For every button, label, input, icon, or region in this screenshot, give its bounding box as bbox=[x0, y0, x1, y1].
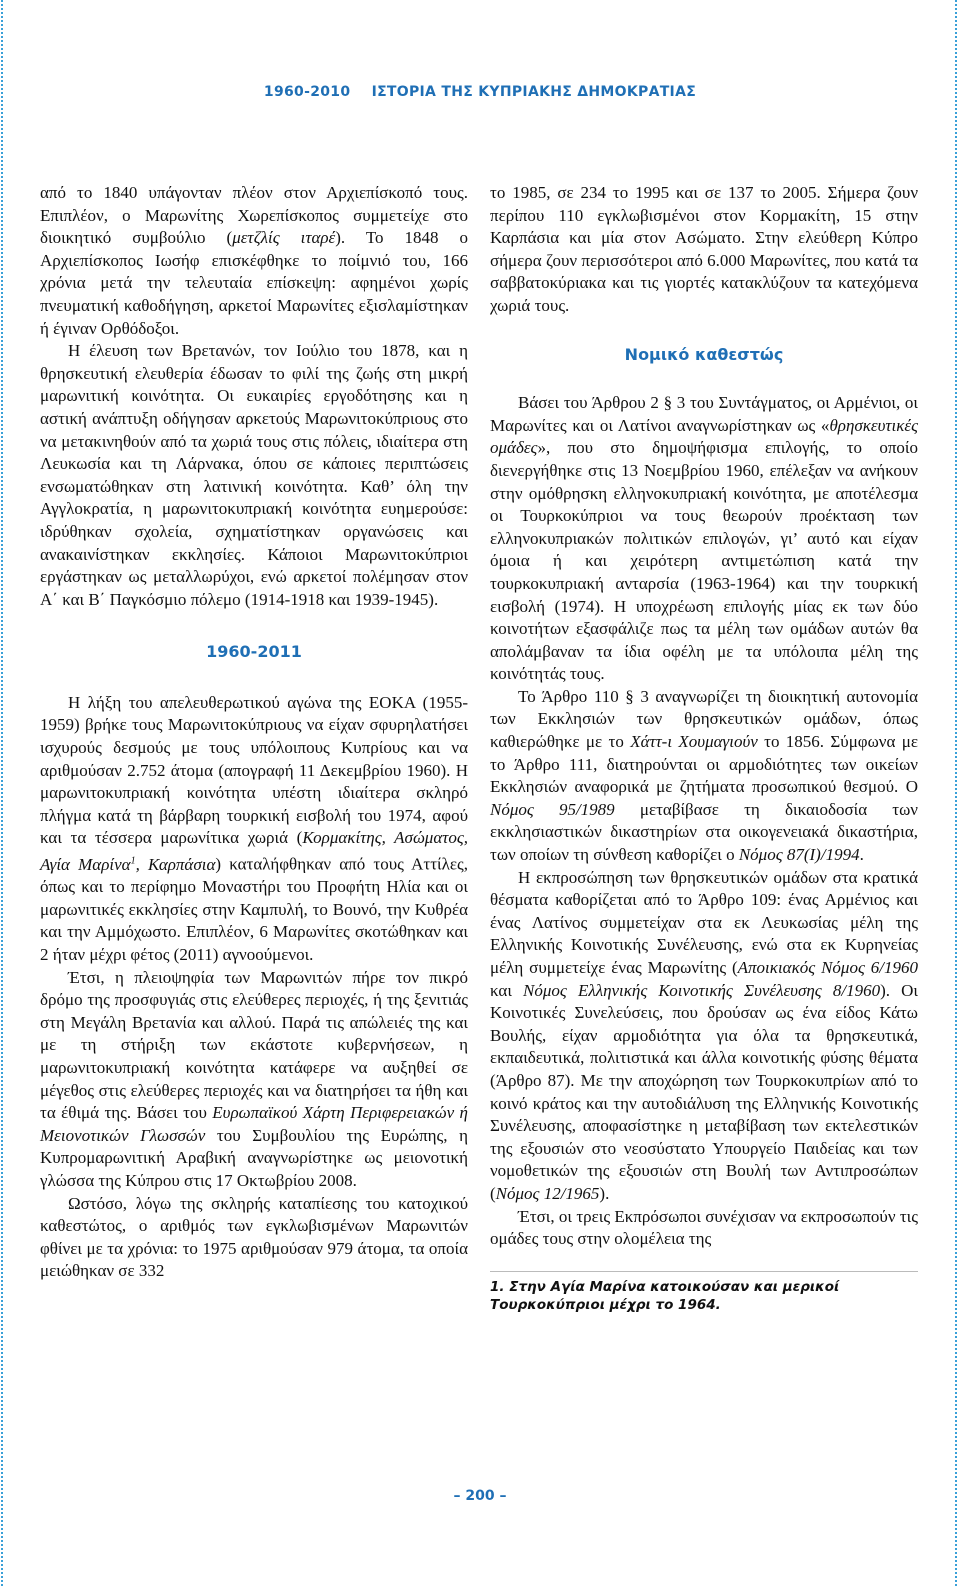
paragraph: Βάσει του Άρθρου 2 § 3 του Συντάγματος, οι Αρμένιοι, οι Μαρωνίτες και οι Λατίνοι αναγνωρίστηκαν ως «θρησκευτικές ομάδες», που στο δημοψήφισμα επιλογής, το οποίο διενεργήθηκε στις 13 Νοεμβρίου 1960, επέλεξαν να ανήκουν στην ομόθρησκη ελληνοκυπριακή κοινότητα, με αποτέλεσμα οι Τουρκοκύπριοι να τους θεωρούν προέκταση των ελληνοκυπριακών πολιτικών επιλογών, γι’ αυτό και είχαν όμοια ή και χειρότερη αντιμετώπιση κατά την τουρκοκυπριακή ανταρσία (1963-1964) και την τουρκική εισβολή (1974). Η υποχρέωση επιλογής μίας εκ των δύο κοινοτήτων εξασφάλιζε πως τα μέλη των ομάδων αυτών θα απολάμβαναν τα ίδια οφέλη με τα υπόλοιπα μέλη της κοινότητάς τους. bbox=[490, 393, 918, 684]
header-years: 1960-2010 bbox=[263, 84, 351, 100]
paragraph: Η λήξη του απελευθερωτικού αγώνα της ΕΟΚΑ (1955-1959) βρήκε τους Μαρωνιτοκύπριους να είχαν σφυρηλατήσει ισχυρούς δεσμούς με τους υπόλοιπους Κυπρίους και να αριθμούσαν 2.752 άτομα (απογραφή 11 Δεκεμβρίου 1960). Η μαρωνιτοκυπριακή κοινότητα υπέστη ιδιαίτερα σκληρό πλήγμα κατά τη βάρβαρη τουρκική εισβολή του 1974, αφού και τα τέσσερα μαρωνίτικα χωριά (Κορμακίτης, Ασώματος, Αγία Μαρίνα$^1$, Καρπάσια) καταλήφθηκαν από τους Αττίλες, όπως και το περίφημο Μοναστήρι του Προφήτη Ηλία και οι μαρωνιτικές εκκλησίες στην Καμπυλή, το Βουνό, την Κυθρέα και την Αμμόχωστο. Επιπλέον, 6 Μαρωνίτες σκοτώθηκαν και 2 ήταν μέχρι φέτος (2011) αγνοούμενοι. bbox=[40, 692, 468, 965]
paragraph: Η έλευση των Βρετανών, τον Ιούλιο του 1878, και η θρησκευτική ελευθερία έδωσαν το φιλί της ζωής στη μικρή μαρωνιτική κοινότητα. Οι ευκαιρίες εργοδότησης και η αστική ανάπτυξη οδήγησαν αρκετούς Μαρωνιτοκύπριους στο να μετακινηθούν από τα χωριά τους στις πόλεις, ιδιαίτερα στη Λευκωσία και τη Λάρνακα, όπου σε κάποιες περιπτώσεις ενσωματώθηκαν στη λατινική κοινότητα. Καθ’ όλη την Αγγλοκρατία, η μαρωνιτοκυπριακή κοινότητα ευημερούσε: ιδρύθηκαν σχολεία, σχηματίστηκαν οργανώσεις και ανακαινίστηκαν εκκλησίες. Κάποιοι Μαρωνιτοκύπριοι εργάστηκαν ως μεταλλωρύχοι, ενώ αρκετοί πολέμησαν στον Α΄ και Β΄ Παγκόσμιο πόλεμο (1914-1918 και 1939-1945). bbox=[40, 341, 468, 609]
footnote-divider bbox=[490, 1271, 918, 1314]
paragraph: Έτσι, οι τρεις Εκπρόσωποι συνέχισαν να εκπροσωπούν τις ομάδες τους στην ολομέλεια της bbox=[490, 1206, 918, 1249]
paragraph: Ωστόσο, λόγω της σκληρής καταπίεσης του κατοχικού καθεστώτος, ο αριθμός των εγκλωβισμένων Μαρωνιτών φθίνει με τα χρόνια: το 1975 αριθμούσαν 979 άτομα, τα οποία μειώθηκαν σε 332 bbox=[40, 1193, 468, 1281]
footnote-marker: 1 bbox=[130, 855, 136, 867]
footnote: 1. Στην Αγία Μαρίνα κατοικούσαν και μερικοί Τουρκοκύπριοι μέχρι το 1964. bbox=[490, 1278, 840, 1313]
page-number: – 200 – bbox=[453, 1488, 507, 1504]
left-dotted-border bbox=[1, 0, 3, 1586]
running-header bbox=[0, 84, 960, 100]
right-dotted-border bbox=[955, 0, 957, 1586]
paragraph: Η εκπροσώπηση των θρησκευτικών ομάδων στα κρατικά θέσματα καθορίζεται από το Άρθρο 109: ένας Αρμένιος και ένας Λατίνος συμμετείχαν στα εκ Λευκωσίας μέλη της Ελληνικής Κοινοτικής Συνέλευσης, ενώ στα εκ Κυρηνείας μέλη συμμετείχε ένας Μαρωνίτης (Αποικιακός Νόμος 6/1960 και Νόμος Ελληνικής Κοινοτικής Συνέλευσης 8/1960). Οι Κοινοτικές Συνελεύσεις, που δρούσαν ως ένα είδος Κάτω Βουλής, είχαν αρμοδιότητα για όλα τα θρησκευτικά, εκπαιδευτικά, πολιτιστικά και άλλα κοινοτικής φύσης θέματα (Άρθρο 87). Με την αποχώρηση των Τουρκοκυπρίων από το κοινό κράτος και την αυτοδιάλυση της Ελληνικής Κοινοτικής Συνέλευσης, αποφασίστηκε η μεταβίβαση των εκτελεστικών της εξουσιών στο νεοσύστατο Υπουργείο Παιδείας και των νομοθετικών της εξουσιών στη Βουλή των Αντιπροσώπων (Νόμος 12/1965). bbox=[490, 867, 918, 1203]
header-title: ΙΣΤΟΡΙΑ ΤΗΣ ΚΥΠΡΙΑΚΗΣ ΔΗΜΟΚΡΑΤΙΑΣ bbox=[371, 84, 697, 100]
paragraph: Έτσι, η πλειοψηφία των Μαρωνιτών πήρε τον πικρό δρόμο της προσφυγιάς στις ελεύθερες περιοχές, ή της ξενιτιάς στη Μεγάλη Βρετανία και αλλού. Παρά τις απώλειές της και με τη στήριξη των εκάστοτε κυβερνήσεων, η μαρωνιτοκυπριακή κοινότητα κατάφερε να αυξηθεί σε μέγεθος στις ελεύθερες περιοχές και να διατηρήσει τα ήθη και τα έθιμά της. Βάσει του Ευρωπαϊκού Χάρτη Περιφερειακών ή Μειονοτικών Γλωσσών του Συμβουλίου της Ευρώπης, η Κυπρομαρωνιτική Αραβική αναγνωρίστηκε ως μειονοτική γλώσσα της Κύπρου στις 17 Οκτωβρίου 2008. bbox=[40, 967, 469, 1190]
left-column bbox=[40, 182, 468, 1283]
section-heading-legal-status: Νομικό καθεστώς bbox=[624, 344, 784, 364]
section-heading-1960-2011: 1960-2011 bbox=[206, 642, 302, 662]
right-column bbox=[490, 182, 918, 1314]
paragraph: από το 1840 υπάγονταν πλέον στον Αρχιεπίσκοπό τους. Επιπλέον, ο Μαρωνίτης Χωρεπίσκοπος συμμετείχε στο διοικητικό συμβούλιο (μετζλίς ιταρέ). Το 1848 ο Αρχιεπίσκοπος Ιωσήφ επισκέφθηκε το ποίμνιό του, 166 χρόνια μετά την τελευταία επίσκεψη: αφημένοι χωρίς πνευματική καθοδήγηση, αρκετοί Μαρωνίτες εξισλαμίστηκαν ή έγιναν Ορθόδοξοι. bbox=[40, 183, 468, 338]
paragraph: το 1985, σε 234 το 1995 και σε 137 το 2005. Σήμερα ζουν περίπου 110 εγκλωβισμένοι στον Κορμακίτη, 15 στην Καρπάσια και μία στον Ασώματο. Στην ελεύθερη Κύπρο σήμερα ζουν περισσότεροι από 6.000 Μαρωνίτες, που κατά τα σαββατοκύριακα και τις γιορτές κατακλύζουν τα κατεχόμενα χωριά τους. bbox=[490, 183, 918, 315]
paragraph: Το Άρθρο 110 § 3 αναγνωρίζει τη διοικητική αυτονομία των Εκκλησιών των θρησκευτικών ομάδων, όπως καθιερώθηκε με το Χάττ-ι Χουμαγιούν το 1856. Σύμφωνα με το Άρθρο 111, διατηρούνται οι αρμοδιότητες των οικείων Εκκλησιών αναφορικά με ζητήματα προσωπικού θεσμού. Ο Νόμος 95/1989 μεταβίβασε τη δικαιοδοσία των εκκλησιαστικών δικαστηρίων στα οικογενειακά δικαστήρια, των οποίων τη σύνθεση καθορίζει ο Νόμος 87(Ι)/1994. bbox=[490, 686, 918, 865]
